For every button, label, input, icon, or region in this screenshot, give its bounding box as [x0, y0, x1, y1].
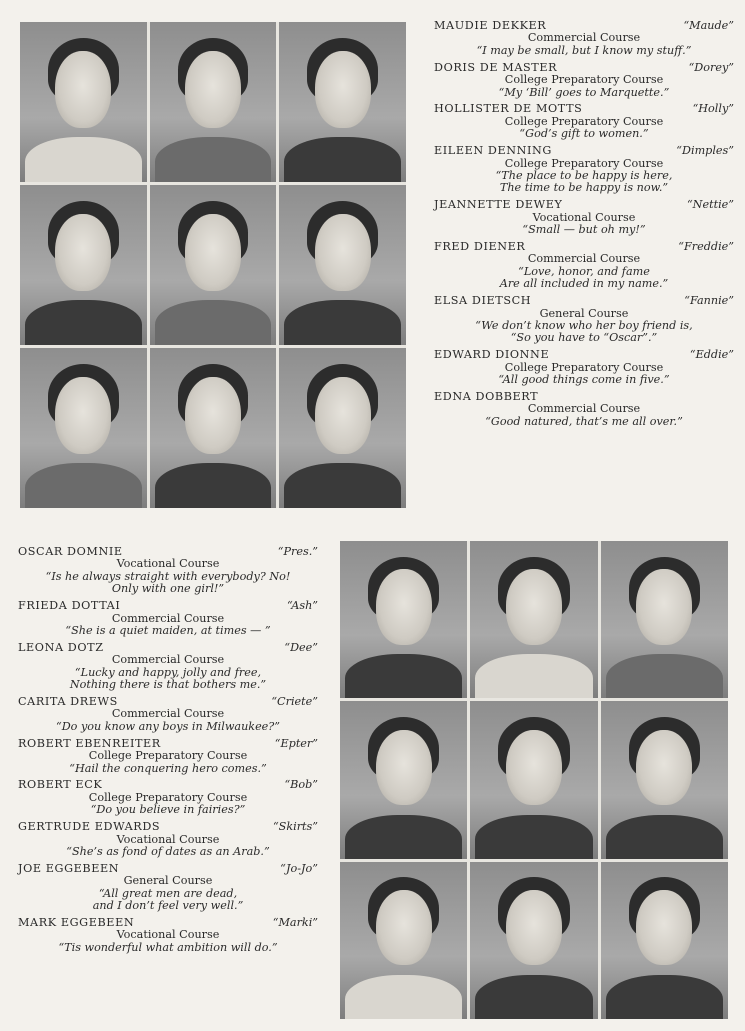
student-nickname: “Ash” [286, 599, 318, 613]
top-entry-list [434, 20, 734, 433]
student-nickname: “Pres.” [277, 545, 318, 558]
student-name: ELSA DIETSCH [434, 294, 532, 308]
student-nickname: “Marki” [272, 915, 318, 929]
student-nickname: “Fannie” [684, 294, 734, 308]
student-entry [18, 821, 318, 858]
student-course: Vocational Course [116, 928, 220, 942]
student-quote: “Small — but oh my!” [522, 223, 646, 237]
student-course: Commercial Course [527, 252, 641, 266]
student-entry [434, 295, 734, 345]
student-name: EDNA DOBBERT [434, 389, 539, 403]
top-portrait-grid [20, 22, 406, 508]
student-quote: “Love, honor, and fame Are all included in my name.” [499, 264, 669, 291]
student-course: Vocational Course [116, 832, 220, 846]
student-course: College Preparatory Course [504, 156, 664, 170]
portrait-photo [150, 22, 277, 182]
student-quote: “I may be small, but I know my stuff.” [476, 43, 692, 57]
student-quote: “She is a quiet maiden, at times — ” [65, 623, 271, 637]
student-name: MAUDIE DEKKER [434, 19, 547, 32]
portrait-photo [340, 862, 467, 1019]
student-entry [434, 391, 734, 428]
student-entry [434, 241, 734, 291]
student-name: OSCAR DOMNIE [18, 545, 123, 558]
student-nickname: “Holly” [692, 102, 734, 116]
student-entry [434, 145, 734, 195]
student-entry [18, 642, 318, 692]
portrait-photo [340, 541, 467, 698]
bottom-portrait-grid [340, 541, 728, 1019]
student-course: Vocational Course [532, 210, 636, 224]
portrait-photo [20, 22, 147, 182]
student-quote: “She’s as fond of dates as an Arab.” [66, 844, 270, 858]
student-quote: “My ‘Bill’ goes to Marquette.” [498, 85, 670, 99]
student-course: Commercial Course [527, 402, 641, 416]
portrait-photo [601, 541, 728, 698]
student-entry [18, 917, 318, 954]
student-nickname: “Epter” [274, 736, 318, 750]
student-course: Vocational Course [116, 557, 220, 571]
student-name: LEONA DOTZ [18, 640, 104, 654]
student-name: FRIEDA DOTTAI [18, 599, 121, 613]
student-entry [18, 738, 318, 775]
student-quote: “God’s gift to women.” [519, 127, 649, 141]
student-quote: “We don’t know who her boy friend is, “So you have to “Oscar”.” [475, 318, 693, 345]
student-quote: “Hail the conquering hero comes.” [69, 761, 267, 775]
student-entry [18, 779, 318, 816]
student-nickname: “Dorey” [688, 60, 734, 74]
portrait-photo [601, 862, 728, 1019]
student-nickname: “Eddie” [689, 348, 734, 362]
student-course: Commercial Course [111, 653, 225, 667]
student-course: Commercial Course [111, 611, 225, 625]
student-entry [434, 349, 734, 386]
portrait-photo [279, 185, 406, 345]
student-nickname: “Nettie” [686, 198, 734, 212]
student-course: College Preparatory Course [88, 790, 248, 804]
student-course: College Preparatory Course [88, 749, 248, 763]
student-name: EILEEN DENNING [434, 144, 552, 158]
student-entry [18, 600, 318, 637]
student-name: JOE EGGEBEEN [18, 861, 120, 875]
student-nickname: “Criete” [271, 694, 318, 708]
portrait-photo [279, 22, 406, 182]
portrait-photo [20, 348, 147, 508]
student-course: College Preparatory Course [504, 114, 664, 128]
portrait-photo [279, 348, 406, 508]
student-quote: “All good things come in five.” [498, 373, 670, 387]
student-quote: “Tis wonderful what ambition will do.” [58, 940, 278, 954]
portrait-photo [20, 185, 147, 345]
student-name: MARK EGGEBEEN [18, 915, 135, 929]
student-name: GERTRUDE EDWARDS [18, 820, 161, 834]
student-course: General Course [539, 306, 629, 320]
student-quote: “Do you believe in fairies?” [90, 803, 246, 817]
student-name: ROBERT ECK [18, 778, 103, 792]
student-course: College Preparatory Course [504, 73, 664, 87]
portrait-photo [150, 185, 277, 345]
student-nickname: “Freddie” [678, 240, 734, 253]
student-course: Commercial Course [527, 31, 641, 45]
student-nickname: “Jo-Jo” [280, 861, 318, 875]
student-quote: “Lucky and happy, jolly and free, Nothing there is that bothers me.” [69, 665, 267, 692]
portrait-photo [470, 541, 597, 698]
student-name: FRED DIENER [434, 240, 526, 253]
student-nickname: “Bob” [284, 778, 318, 792]
student-course: College Preparatory Course [504, 360, 664, 374]
student-nickname: “Skirts” [272, 820, 318, 834]
student-quote: “The place to be happy is here, The time to be happy is now.” [495, 168, 673, 195]
student-name: EDWARD DIONNE [434, 348, 550, 362]
student-entry [434, 20, 734, 57]
student-quote: “Is he always straight with everybody? No! Only with one girl!” [45, 569, 291, 596]
student-entry [18, 696, 318, 733]
portrait-photo [340, 701, 467, 858]
student-quote: “Do you know any boys in Milwaukee?” [55, 719, 281, 733]
student-name: CARITA DREWS [18, 694, 118, 708]
student-entry [18, 546, 318, 596]
student-nickname: “Maude” [683, 19, 734, 32]
student-name: ROBERT EBENREITER [18, 736, 161, 750]
student-name: JEANNETTE DEWEY [434, 198, 563, 212]
portrait-photo [470, 701, 597, 858]
student-name: DORIS DE MASTER [434, 60, 558, 74]
student-entry [434, 103, 734, 140]
student-entry [18, 863, 318, 913]
portrait-photo [150, 348, 277, 508]
student-nickname: “Dimples” [676, 144, 734, 158]
student-course: General Course [123, 874, 213, 888]
student-course: Commercial Course [111, 707, 225, 721]
student-name: HOLLISTER DE MOTTS [434, 102, 583, 116]
portrait-photo [601, 701, 728, 858]
bottom-entry-list [18, 546, 318, 959]
student-nickname: “Dee” [284, 640, 318, 654]
student-quote: “All great men are dead, and I don’t feel very well.” [92, 886, 244, 913]
student-entry [434, 199, 734, 236]
portrait-photo [470, 862, 597, 1019]
student-quote: “Good natured, that’s me all over.” [485, 414, 683, 428]
student-entry [434, 62, 734, 99]
